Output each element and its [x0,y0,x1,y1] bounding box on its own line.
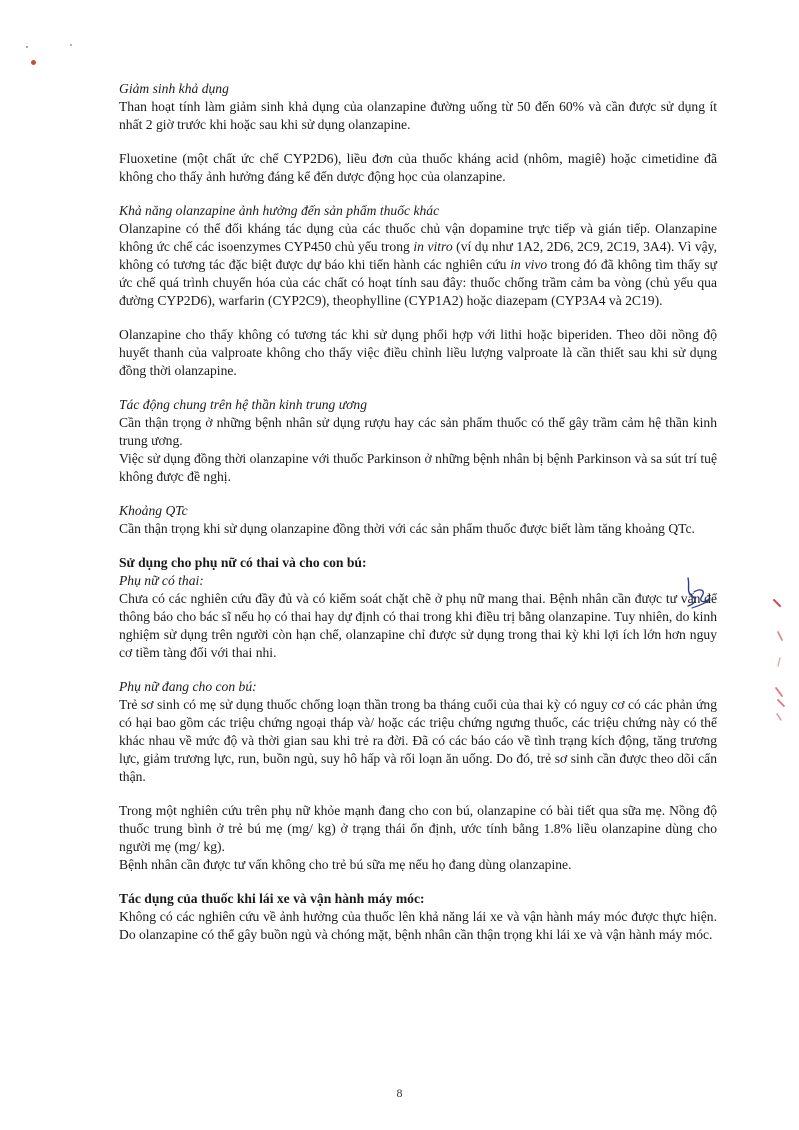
text-run: trong đó đã không tìm thấy sự ức chế quá trình chuyển hóa của các chất có hoạt tính sau đây: thuốc chống trầm cảm ba vòng (chủ yếu qua đường CYP2D6), warfarin (CYP2C9), theophylline (CYP1A2) hoặc diazepam (CYP3A4 và 2C19). [119,257,717,308]
subheading-pregnant-women: Phụ nữ có thai: [119,573,204,588]
paragraph: Than hoạt tính làm giảm sinh khả dụng của olanzapine đường uống từ 50 đến 60% và cần được sử dụng ít nhất 2 giờ trước khi hoặc sau khi sử dụng olanzapine. [119,99,717,132]
paragraph: Trong một nghiên cứu trên phụ nữ khỏe mạnh đang cho con bú, olanzapine có bài tiết qua sữa mẹ. Nồng độ thuốc trung bình ở trẻ bú mẹ (mg/ kg) ở trạng thái ổn định, ước tính bằng 1.8% liều olanzapine dùng cho người mẹ (mg/ kg). [119,803,717,854]
paragraph: Không có các nghiên cứu về ảnh hưởng của thuốc lên khả năng lái xe và vận hành máy móc được thực hiện. Do olanzapine có thể gây buồn ngủ và chóng mặt, bệnh nhân cần thận trọng khi lái xe và vận hành máy móc. [119,909,717,942]
section-heading-driving: Tác dụng của thuốc khi lái xe và vận hành máy móc: [119,891,425,906]
subheading-breastfeeding: Phụ nữ đang cho con bú: [119,679,257,694]
section-heading-qtc: Khoảng QTc [119,503,188,518]
paragraph [119,220,717,310]
paragraph: Trẻ sơ sinh có mẹ sử dụng thuốc chống loạn thần trong ba tháng cuối của thai kỳ có nguy cơ có các phản ứng có hại bao gồm các triệu chứng ngoại tháp và/ hoặc các triệu chứng ngưng thuốc, các triệu chứng này có thể khác nhau về mức độ và thời gian sau khi trẻ ra đời. Đã có các báo cáo về tình trạng kích động, tăng trương lực, giảm trương lực, run, buồn ngủ, suy hô hấp và rối loạn ăn uống. Do đó, trẻ sơ sinh cần được theo dõi cẩn thận. [119,697,717,784]
paragraph: Việc sử dụng đồng thời olanzapine với thuốc Parkinson ở những bệnh nhân bị bệnh Parkinson và sa sút trí tuệ không được đề nghị. [119,451,717,484]
scan-speck [70,44,72,46]
paragraph: Bệnh nhân cần được tư vấn không cho trẻ bú sữa mẹ nếu họ đang dùng olanzapine. [119,857,572,872]
scan-speck [31,60,36,65]
text-run: Olanzapine có thể đối kháng tác dụng của các thuốc chủ vận dopamine trực tiếp và gián tiếp. Olanzapine không ức chế các isoenzymes CYP450 chủ yếu trong [119,221,717,254]
paragraph: Chưa có các nghiên cứu đầy đủ và có kiểm soát chặt chẽ ở phụ nữ mang thai. Bệnh nhân cần được tư vấn để thông báo cho bác sĩ nếu họ có thai hay dự định có thai trong khi điều trị bằng olanzapine. Tuy nhiên, do kinh nghiệm sử dụng trên người còn hạn chế, olanzapine chỉ được sử dụng trong thai kỳ khi lợi ích lớn hơn nguy cơ tiềm tàng đối với thai nhi. [119,591,717,660]
section-heading-pregnancy: Sử dụng cho phụ nữ có thai và cho con bú: [119,555,367,570]
section-heading-bioavailability: Giảm sinh khả dụng [119,81,229,96]
document-body [119,80,717,944]
text-run: (ví dụ như 1A2, 2D6, 2C9, 2C19, 3A4). Vì vậy, không có tương tác đặc biệt được dự báo khi tiến hành các nghiên cứu [119,239,717,272]
italic-term: in vivo [510,257,548,272]
page-number: 8 [396,1086,403,1100]
paragraph: Olanzapine cho thấy không có tương tác khi sử dụng phối hợp với lithi hoặc biperiden. Theo dõi nồng độ huyết thanh của valproate không cho thấy việc điều chỉnh liều lượng valproate là cần thiết sau khi sử dụng đồng thời olanzapine. [119,327,717,378]
paragraph: Fluoxetine (một chất ức chế CYP2D6), liều đơn của thuốc kháng acid (nhôm, magiê) hoặc cimetidine đã không cho thấy ảnh hưởng đáng kể đến dược động học của olanzapine. [119,151,717,184]
paragraph: Cần thận trọng khi sử dụng olanzapine đồng thời với các sản phẩm thuốc được biết làm tăng khoảng QTc. [119,521,695,536]
signature-mark [680,574,714,614]
italic-term: in vitro [413,239,453,254]
section-heading-drug-interactions: Khả năng olanzapine ảnh hưởng đến sản phẩm thuốc khác [119,203,440,218]
stamp-fragment [768,596,788,726]
scan-speck [26,46,28,48]
section-heading-cns: Tác động chung trên hệ thần kinh trung ương [119,397,368,412]
paragraph: Cần thận trọng ở những bệnh nhân sử dụng rượu hay các sản phẩm thuốc có thể gây trầm cảm hệ thần kinh trung ương. [119,415,717,448]
